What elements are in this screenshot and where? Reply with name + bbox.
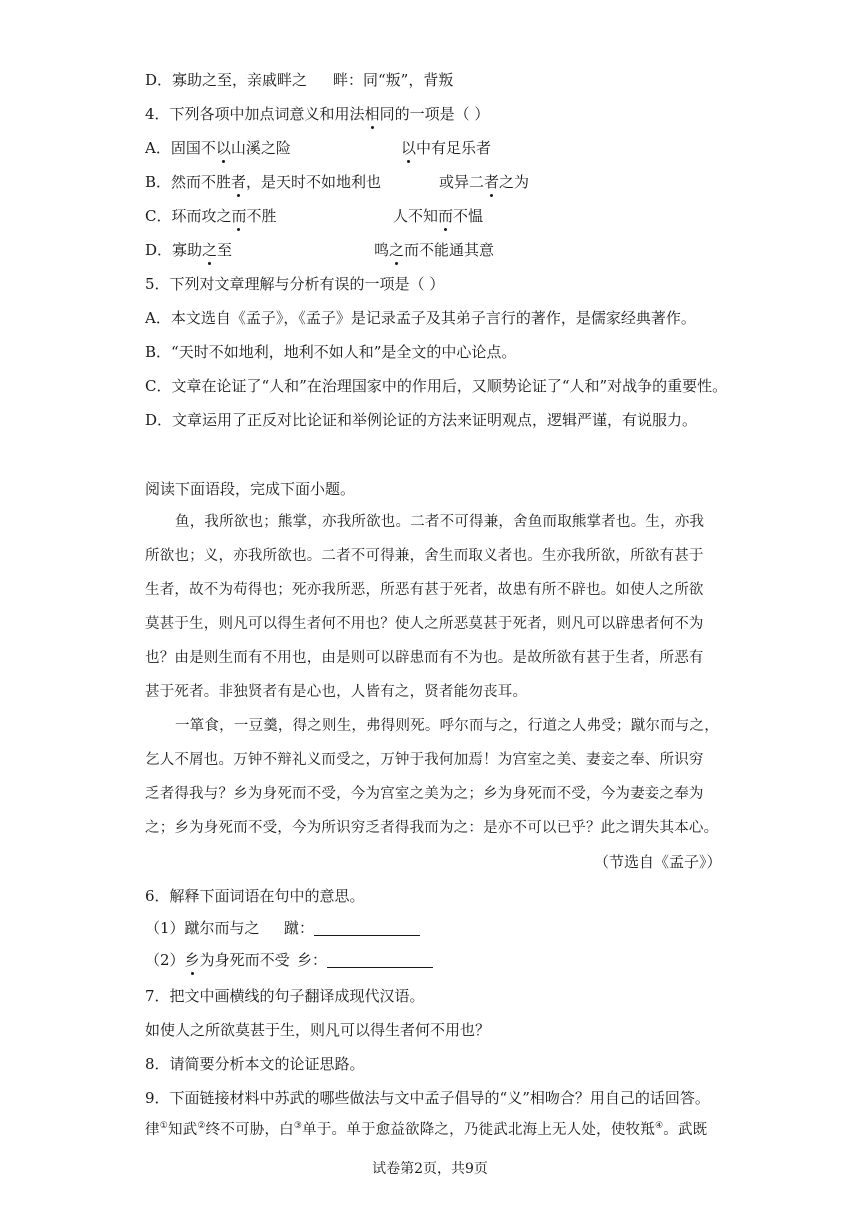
passage-line: 莫甚于生，则凡可以得生者何不用也？使人之所恶莫甚于死者，则凡可以辟患者何不为: [145, 616, 704, 632]
q3-option-d-note: 畔：同“叛”，背叛: [333, 71, 454, 89]
q5-stem: 5．下列对文章理解与分析有误的一项是（ ）: [145, 275, 445, 293]
passage-line: 乏者得我与？乡为身死而不受，今为宫室之美为之；乡为身死而不受，今为妻妾之奉为: [145, 786, 704, 802]
q4-stem: 4．下列各项中加点词意义和用法相同的一项是（ ）: [145, 105, 490, 123]
q7-sentence: 如使人之所欲莫甚于生，则凡可以得生者何不用也？: [145, 1021, 491, 1039]
q6-stem: 6．解释下面词语在句中的意思。: [145, 887, 365, 905]
passage-line: 生者，故不为苟得也；死亦我所恶，所恶有甚于死者，故患有所不辟也。如使人之所欲: [145, 582, 704, 598]
page-footer: 试卷第2页，共9页: [372, 1161, 488, 1177]
q5-option-d: D．文章运用了正反对比论证和举例论证的方法来证明观点，逻辑严谨，有说服力。: [145, 411, 698, 429]
passage-line: 也？由是则生而有不用也，由是则可以辟患而有不为也。是故所欲有甚于生者，所恶有: [145, 650, 704, 666]
q4-option-a-left: A．固国不以山溪之险: [145, 139, 291, 157]
passage-line: 一箪食，一豆羹，得之则生，弗得则死。呼尔而与之，行道之人弗受；蹴尔而与之，: [175, 718, 719, 734]
passage-source: （节选自《孟子》）: [594, 853, 722, 871]
passage-line: 之；乡为身死而不受，今为所识穷乏者得我而为之：是亦不可以已乎？此之谓失其本心。: [145, 820, 719, 836]
q5-option-b: B．“天时不如地利，地利不如人和”是全文的中心论点。: [145, 343, 517, 361]
passage-line: 乞人不屑也。万钟不辩礼义而受之，万钟于我何加焉！为宫室之美、妻妾之奉、所识穷: [145, 752, 704, 768]
q4-option-c-left: C．环而攻之而不胜: [145, 207, 277, 225]
passage-line: 鱼，我所欲也；熊掌，亦我所欲也。二者不可得兼，舍鱼而取熊掌者也。生，亦我: [175, 514, 705, 530]
q6-item-1: （1）蹴尔而与之: [145, 919, 260, 937]
q4-option-b-left: B．然而不胜者，是天时不如地利也: [145, 173, 382, 191]
q7-stem: 7．把文中画横线的句子翻译成现代汉语。: [145, 987, 425, 1005]
q4-option-a-right: 以中有足乐者: [401, 139, 492, 157]
q4-option-d-right: 鸣之而不能通其意: [374, 241, 495, 259]
q9-link-material: 律①知武②终不可胁，白③单于。单于愈益欲降之，乃徙武北海上无人处，使牧羝④。武既: [145, 1121, 708, 1138]
q6-item-2-answer: 乡：: [297, 950, 433, 970]
q4-option-c-right: 人不知而不愠: [393, 207, 484, 225]
passage-line: 甚于死者。非独贤者有是心也，人皆有之，贤者能勿丧耳。: [145, 684, 528, 700]
q4-option-b-right: 或异二者之为: [439, 173, 530, 191]
answer-blank[interactable]: [314, 921, 420, 936]
q3-option-d: D．寡助之至，亲戚畔之: [145, 71, 308, 89]
q4-option-d-left: D．寡助之至: [145, 241, 233, 259]
q8-stem: 8．请简要分析本文的论证思路。: [145, 1055, 365, 1073]
reading-instruction: 阅读下面语段，完成下面小题。: [145, 480, 356, 498]
passage-line: 所欲也；义，亦我所欲也。二者不可得兼，舍生而取义者也。生亦我所欲，所欲有甚于: [145, 548, 704, 564]
q6-item-2: （2）乡为身死而不受: [145, 951, 290, 969]
answer-blank[interactable]: [327, 953, 433, 968]
q5-option-a: A．本文选自《孟子》，《孟子》是记录孟子及其弟子言行的著作，是儒家经典著作。: [145, 309, 696, 327]
q5-option-c: C．文章在论证了“人和”在治理国家中的作用后，又顺势论证了“人和”对战争的重要性。: [145, 377, 728, 395]
q6-item-1-answer: 蹴：: [284, 918, 420, 938]
q9-stem: 9．下面链接材料中苏武的哪些做法与文中孟子倡导的“义”相吻合？用自己的话回答。: [145, 1089, 710, 1107]
